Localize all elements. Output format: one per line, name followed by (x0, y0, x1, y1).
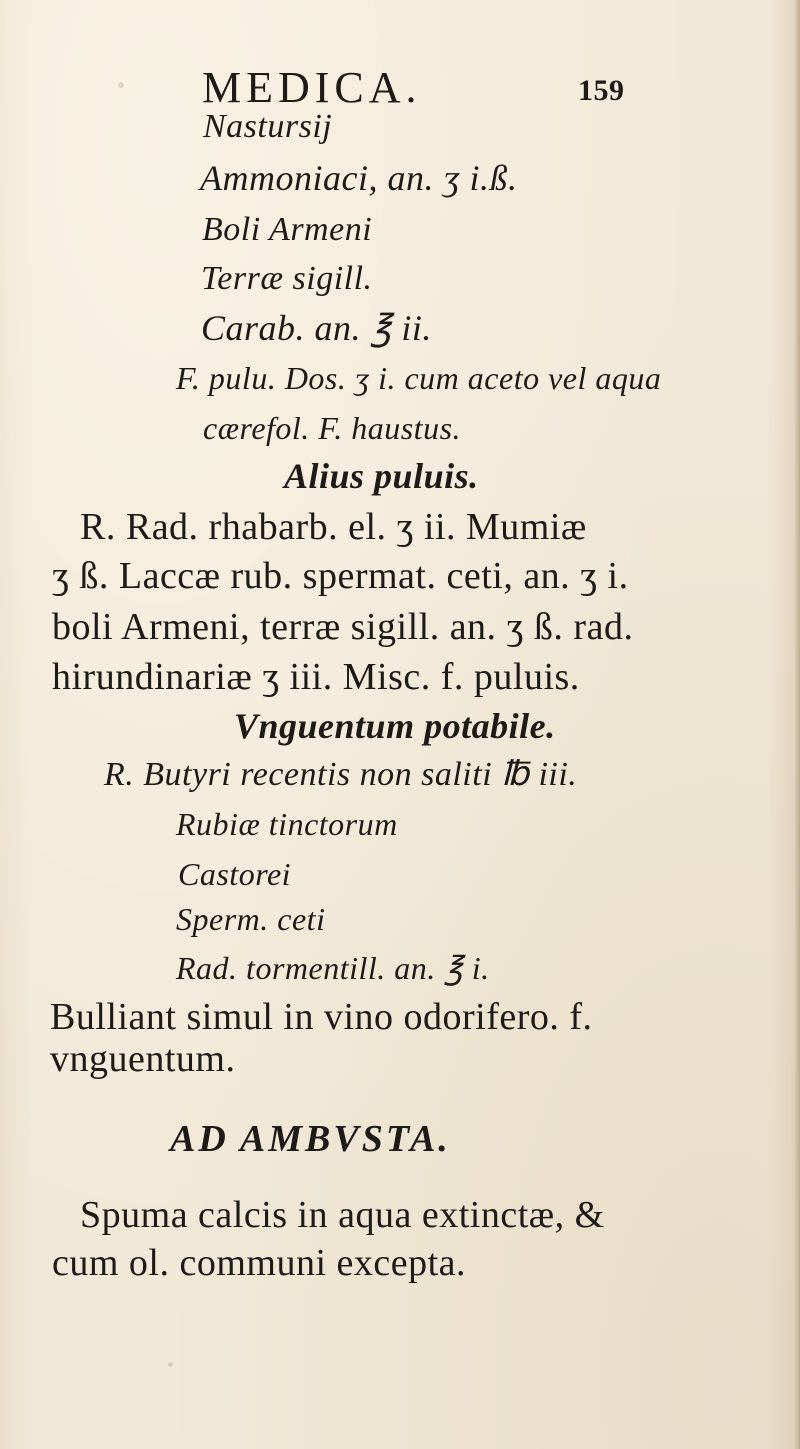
page-number: 159 (578, 74, 625, 107)
page-edge-shadow (794, 0, 800, 1449)
body-text-line: boli Armeni, terræ sigill. an. ʒ ß. rad. (52, 606, 634, 648)
section-heading: AD AMBVSTA. (170, 1118, 451, 1160)
ingredient-line: Castorei (178, 856, 292, 892)
ingredient-line: Carab. an. ℥ ii. (201, 308, 432, 348)
body-text-line: Bulliant simul in vino odorifero. f. (50, 996, 593, 1038)
recipe-heading: Alius puluis. (284, 456, 479, 496)
ingredient-line: Boli Armeni (202, 211, 373, 248)
ingredient-line: Ammoniaci, an. ʒ i.ß. (200, 158, 518, 198)
body-text-line: R. Rad. rhabarb. el. ʒ ii. Mumiæ (80, 506, 587, 548)
body-text-line: hirundinariæ ʒ iii. Misc. f. puluis. (52, 656, 580, 698)
running-title: MEDICA. (202, 63, 422, 112)
recipe-heading: Vnguentum potabile. (234, 706, 556, 746)
body-text-line: ʒ ß. Laccæ rub. spermat. ceti, an. ʒ i. (52, 555, 629, 597)
ingredient-line: Rad. tormentill. an. ℥ i. (176, 950, 490, 986)
ingredient-line: Nastursij (203, 108, 333, 145)
ingredient-line: R. Butyri recentis non saliti ℔ iii. (104, 756, 578, 793)
body-text-line: vnguentum. (50, 1038, 236, 1080)
ingredient-line: Rubiæ tinctorum (176, 806, 398, 842)
body-text-line: Spuma calcis in aqua extinctæ, & (80, 1194, 605, 1236)
body-text-line: cum ol. communi excepta. (52, 1242, 467, 1284)
ingredient-line: Terræ sigill. (201, 260, 373, 297)
instruction-line: cærefol. F. haustus. (203, 410, 462, 446)
instruction-line: F. pulu. Dos. ʒ i. cum aceto vel aqua (176, 360, 662, 396)
paper-stain (168, 1362, 173, 1367)
paper-stain (118, 82, 124, 88)
ingredient-line: Sperm. ceti (176, 901, 326, 937)
